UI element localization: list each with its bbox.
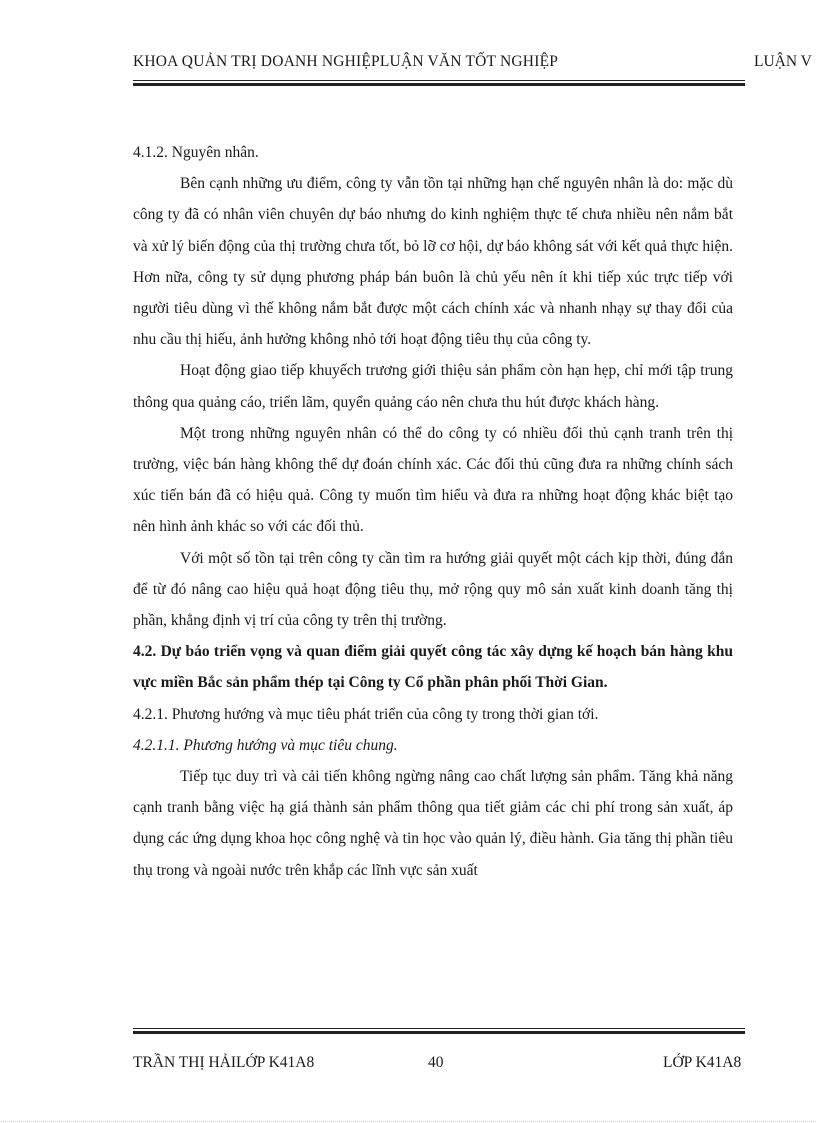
- paragraph: Một trong những nguyên nhân có thể do công ty có nhiều đối thủ cạnh tranh trên thị trường, việc bán hàng không thể dự đoán chính xác. Các đối thủ cũng đưa ra những chính sách xúc tiến bán đã có hiệu quả. Công ty muốn tìm hiểu và đưa ra những hoạt động khác biệt tạo nên hình ảnh khác so với các đối thủ.: [133, 424, 733, 536]
- running-header-title: KHOA QUẢN TRỊ DOANH NGHIỆPLUẬN VĂN TỐT NGHIỆP: [133, 53, 559, 70]
- section-heading-4-1-2: 4.1.2. Nguyên nhân.: [133, 144, 259, 161]
- page-body: [133, 137, 733, 886]
- section-heading-4-2: 4.2. Dự báo triển vọng và quan điểm giải quyết công tác xây dựng kế hoạch bán hàng khu vực miền Bắc sản phẩm thép tại Công ty Cổ phần phân phối Thời Gian.: [133, 643, 733, 692]
- section-heading-4-2-1-1: 4.2.1.1. Phương hướng và mục tiêu chung.: [133, 736, 398, 754]
- footer-class: LỚP K41A8: [663, 1054, 742, 1071]
- running-header-right: LUẬN V: [754, 53, 812, 70]
- paragraph: Với một số tồn tại trên công ty cần tìm ra hướng giải quyết một cách kịp thời, đúng đắn để từ đó nâng cao hiệu quả hoạt động tiêu thụ, mở rộng quy mô sản xuất kinh doanh tăng thị phần, khẳng định vị trí của công ty trên thị trường.: [133, 549, 733, 630]
- footer-author: TRẦN THỊ HẢILỚP K41A8: [133, 1054, 315, 1071]
- header-divider: [133, 80, 745, 86]
- page-number: 40: [428, 1054, 444, 1071]
- paragraph: Bên cạnh những ưu điểm, công ty vẫn tồn tại những hạn chế nguyên nhân là do: mặc dù công ty đã có nhân viên chuyên dự báo nhưng do kinh nghiệm thực tế chưa nhiều nên nắm bắt và xử lý biến động của thị trường chưa tốt, bỏ lỡ cơ hội, dự báo không sát với kết quả thực hiện. Hơn nữa, công ty sử dụng phương pháp bán buôn là chủ yếu nên ít khi tiếp xúc trực tiếp với người tiêu dùng vì thế không nắm bắt được một cách chính xác và nhanh nhạy sự thay đổi của nhu cầu thị hiếu, ảnh hưởng không nhỏ tới hoạt động tiêu thụ của công ty.: [133, 175, 733, 349]
- paragraph: Tiếp tục duy trì và cải tiến không ngừng nâng cao chất lượng sản phẩm. Tăng khả năng cạnh tranh bằng việc hạ giá thành sản phẩm thông qua tiết giảm các chi phí trong sản xuất, áp dụng các ứng dụng khoa học công nghệ và tin học vào quản lý, điều hành. Gia tăng thị phần tiêu thụ trong và ngoài nước trên khắp các lĩnh vực sản xuất: [133, 768, 733, 879]
- page-edge-divider: [0, 1121, 816, 1122]
- paragraph: Hoạt động giao tiếp khuyếch trương giới thiệu sản phẩm còn hạn hẹp, chỉ mới tập trung thông qua quảng cáo, triển lãm, quyển quảng cáo nên chưa thu hút được khách hàng.: [133, 362, 733, 411]
- section-heading-4-2-1: 4.2.1. Phương hướng và mục tiêu phát triển của công ty trong thời gian tới.: [133, 705, 599, 723]
- footer-divider: [133, 1028, 745, 1034]
